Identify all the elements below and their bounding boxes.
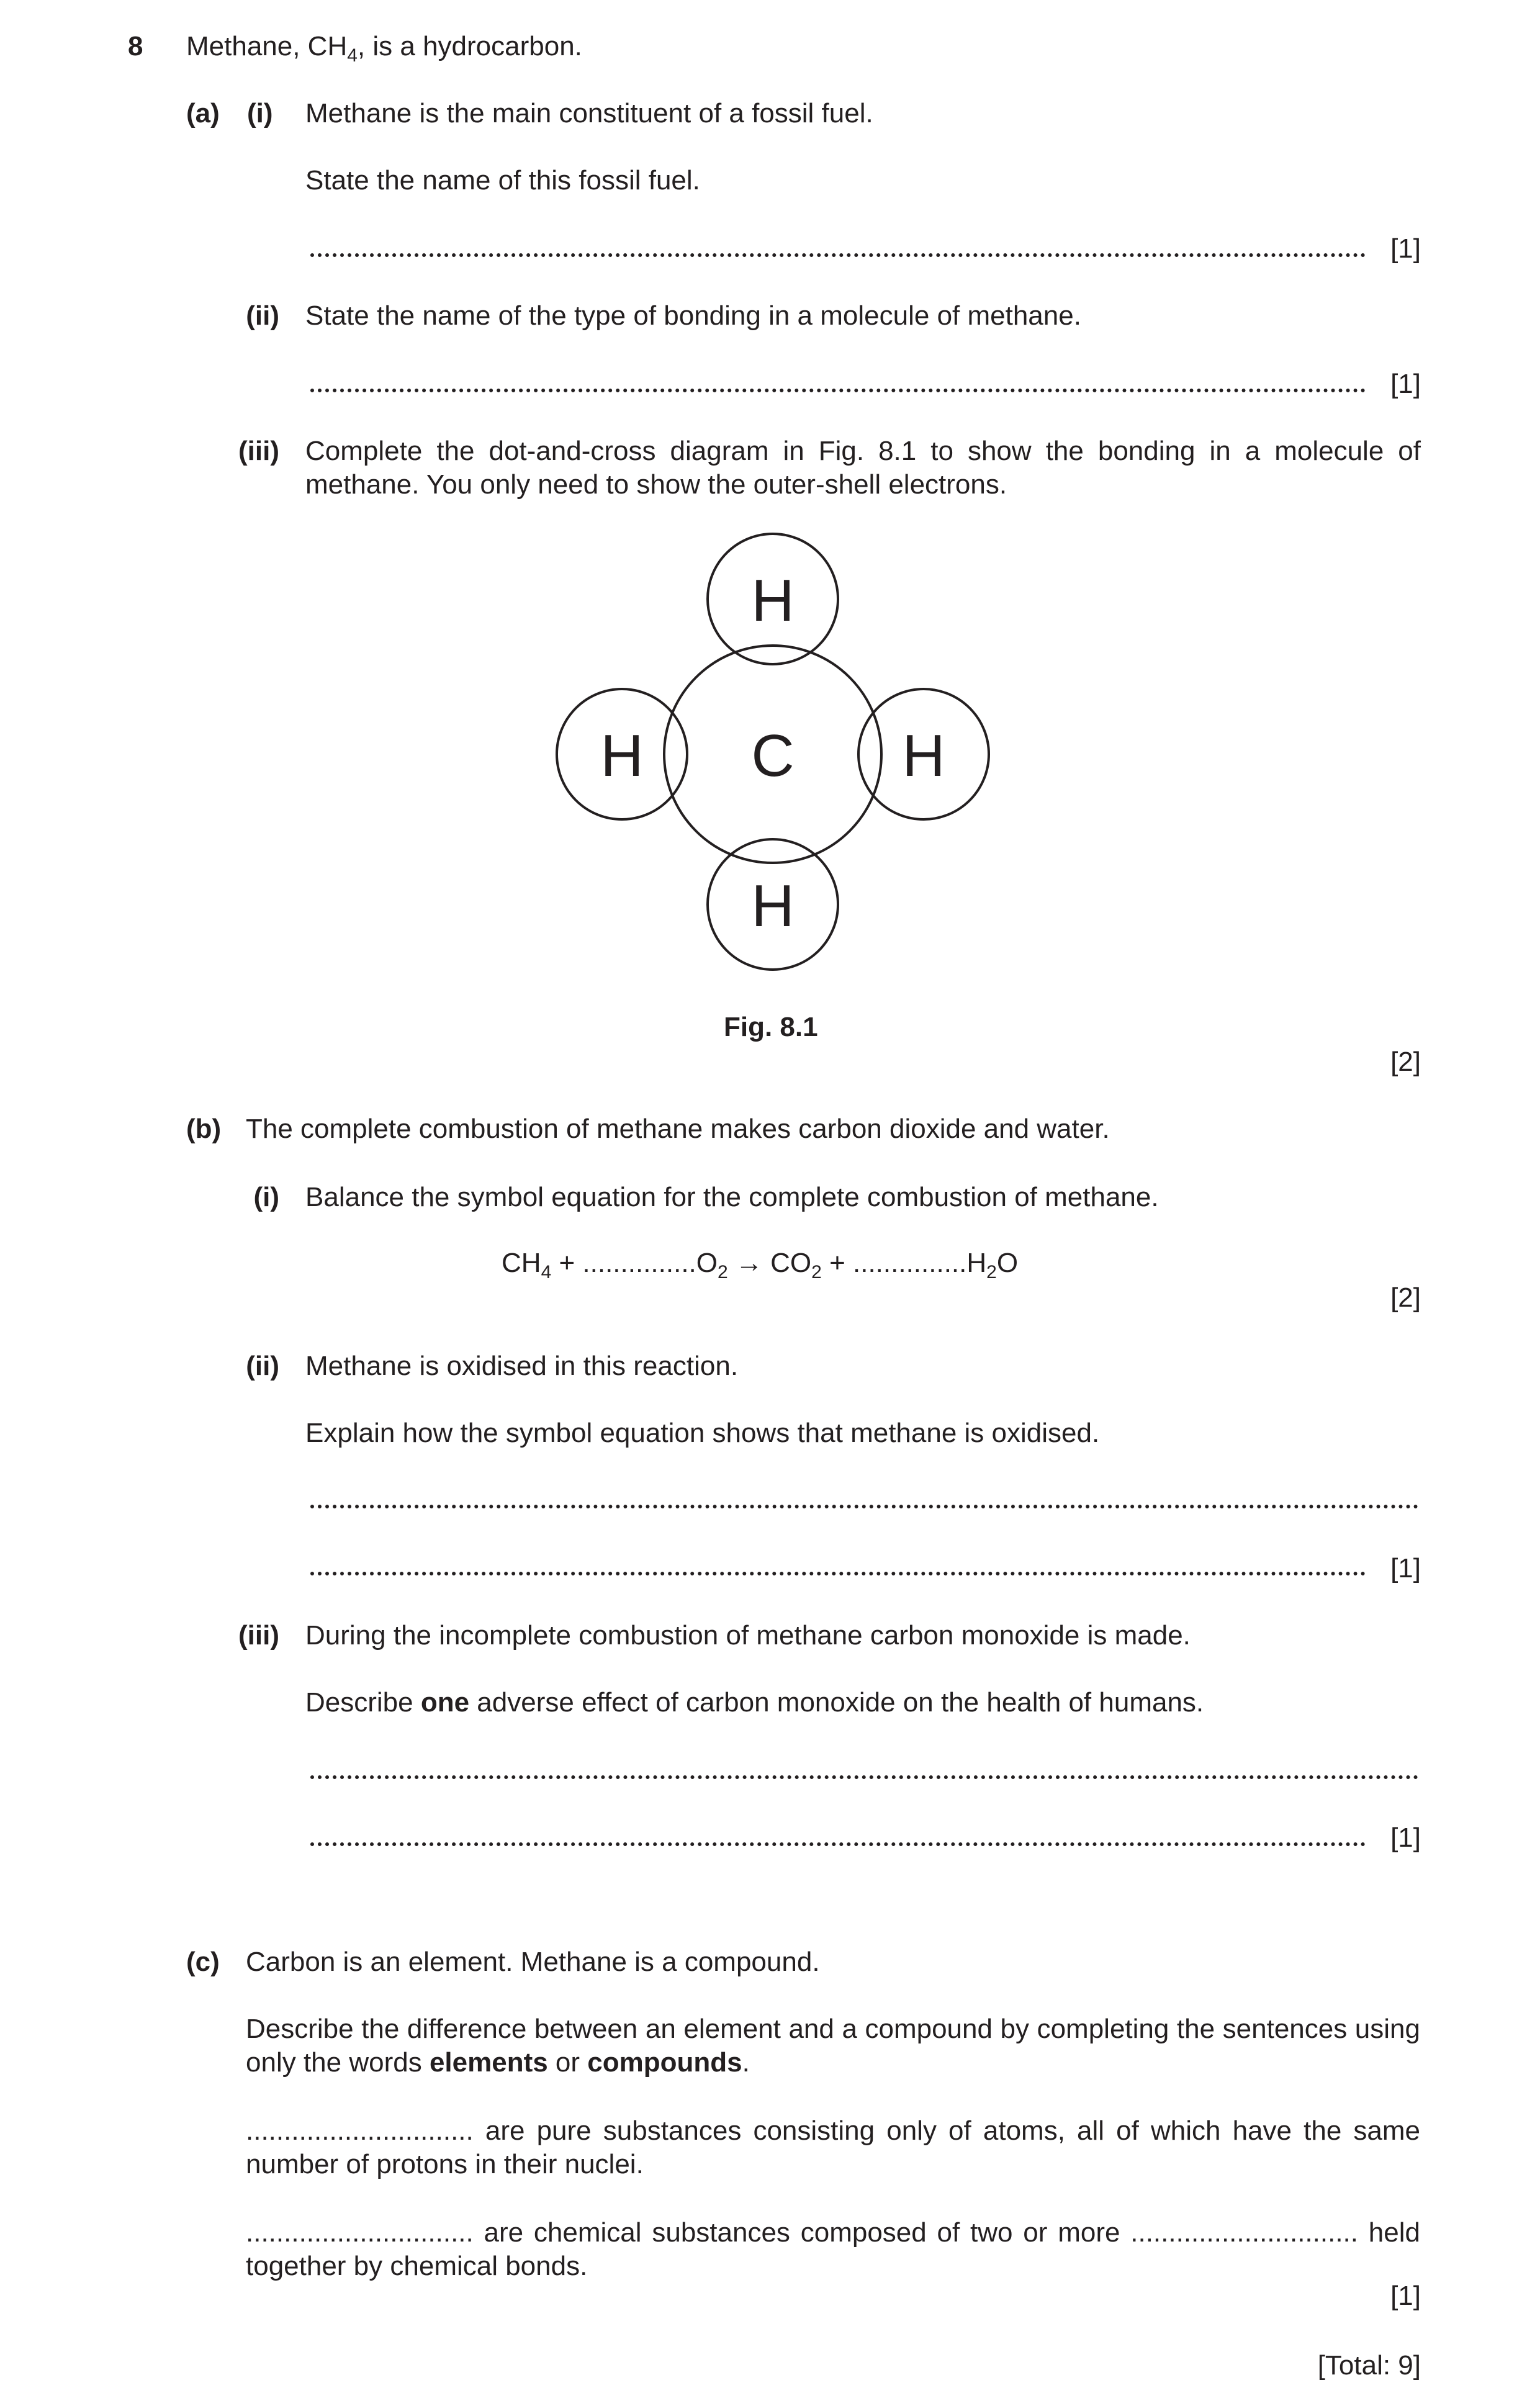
part-b-ii-text: Methane is oxidised in this reaction. xyxy=(305,1351,739,1381)
part-a-iii-text: Complete the dot-and-cross diagram in Fig. 8.1 to show the bonding in a molecule of methane. You only need to show the outer-shell electrons. xyxy=(305,436,1421,500)
answer-line-b-iii-1[interactable] xyxy=(310,1775,1418,1779)
part-b-i-label: (i) xyxy=(253,1182,279,1212)
answer-line-b-ii-2[interactable] xyxy=(310,1572,1366,1575)
sentence-elements[interactable]: .............................. are pure substances consisting only of atoms, all of which have the same number of protons in their nuclei. xyxy=(246,2115,1420,2179)
mark-b-i: [2] xyxy=(1390,1282,1421,1313)
atom-label-top: H xyxy=(751,567,795,634)
answer-line-a-i[interactable] xyxy=(310,253,1366,257)
part-b-i-text: Balance the symbol equation for the complete combustion of methane. xyxy=(305,1182,1159,1212)
part-c-label: (c) xyxy=(186,1947,220,1977)
answer-line-b-ii-1[interactable] xyxy=(310,1505,1418,1508)
sentence-compounds[interactable]: .............................. are chemical substances composed of two or more .............................. held together by chemical bonds. xyxy=(246,2217,1420,2281)
part-b-label: (b) xyxy=(186,1114,222,1144)
answer-line-b-iii-2[interactable] xyxy=(310,1842,1366,1846)
part-b-intro: The complete combustion of methane makes carbon dioxide and water. xyxy=(246,1114,1110,1144)
mark-b-iii: [1] xyxy=(1390,1823,1421,1853)
part-a-iii-label: (iii) xyxy=(238,436,279,466)
mark-a-ii: [1] xyxy=(1390,369,1421,399)
part-b-iii-instruction: Describe one adverse effect of carbon monoxide on the health of humans. xyxy=(305,1687,1204,1718)
combustion-equation[interactable]: $CH_4 + ...............O_2 \to CO_2 + ...............H_2O$ xyxy=(502,1248,1019,1282)
part-a-i-text: Methane is the main constituent of a fossil fuel. xyxy=(305,98,873,128)
mark-a-iii: [2] xyxy=(1390,1047,1421,1077)
atom-label-left: H xyxy=(600,723,644,789)
atom-label-center: C xyxy=(751,723,795,789)
part-a-ii-text: State the name of the type of bonding in a molecule of methane. xyxy=(305,300,1081,331)
atom-label-right: H xyxy=(902,723,945,789)
part-a-i-instruction: State the name of this fossil fuel. xyxy=(305,165,700,196)
atom-label-bottom: H xyxy=(751,873,795,939)
total-marks: [Total: 9] xyxy=(1317,2350,1421,2381)
mark-a-i: [1] xyxy=(1390,233,1421,264)
part-b-iii-label: (iii) xyxy=(238,1620,279,1651)
part-b-ii-label: (ii) xyxy=(246,1351,279,1381)
part-a-ii-label: (ii) xyxy=(246,300,279,331)
part-a-i-label: (i) xyxy=(247,98,273,128)
dot-and-cross-diagram xyxy=(546,528,1006,987)
answer-line-a-ii[interactable] xyxy=(310,389,1366,392)
question-intro: Methane, $CH_4$, is a hydrocarbon. xyxy=(186,31,582,66)
part-b-iii-text: During the incomplete combustion of methane carbon monoxide is made. xyxy=(305,1620,1191,1651)
part-b-ii-instruction: Explain how the symbol equation shows that methane is oxidised. xyxy=(305,1418,1100,1448)
part-c-intro: Carbon is an element. Methane is a compound. xyxy=(246,1947,820,1977)
mark-c: [1] xyxy=(1390,2281,1421,2311)
part-a-label: (a) xyxy=(186,98,220,128)
part-c-instruction: Describe the difference between an element and a compound by completing the sentences using only the words elements or compounds. xyxy=(246,2014,1420,2078)
mark-b-ii: [1] xyxy=(1390,1553,1421,1584)
figure-caption: Fig. 8.1 xyxy=(724,1012,818,1042)
question-number: 8 xyxy=(128,31,143,61)
